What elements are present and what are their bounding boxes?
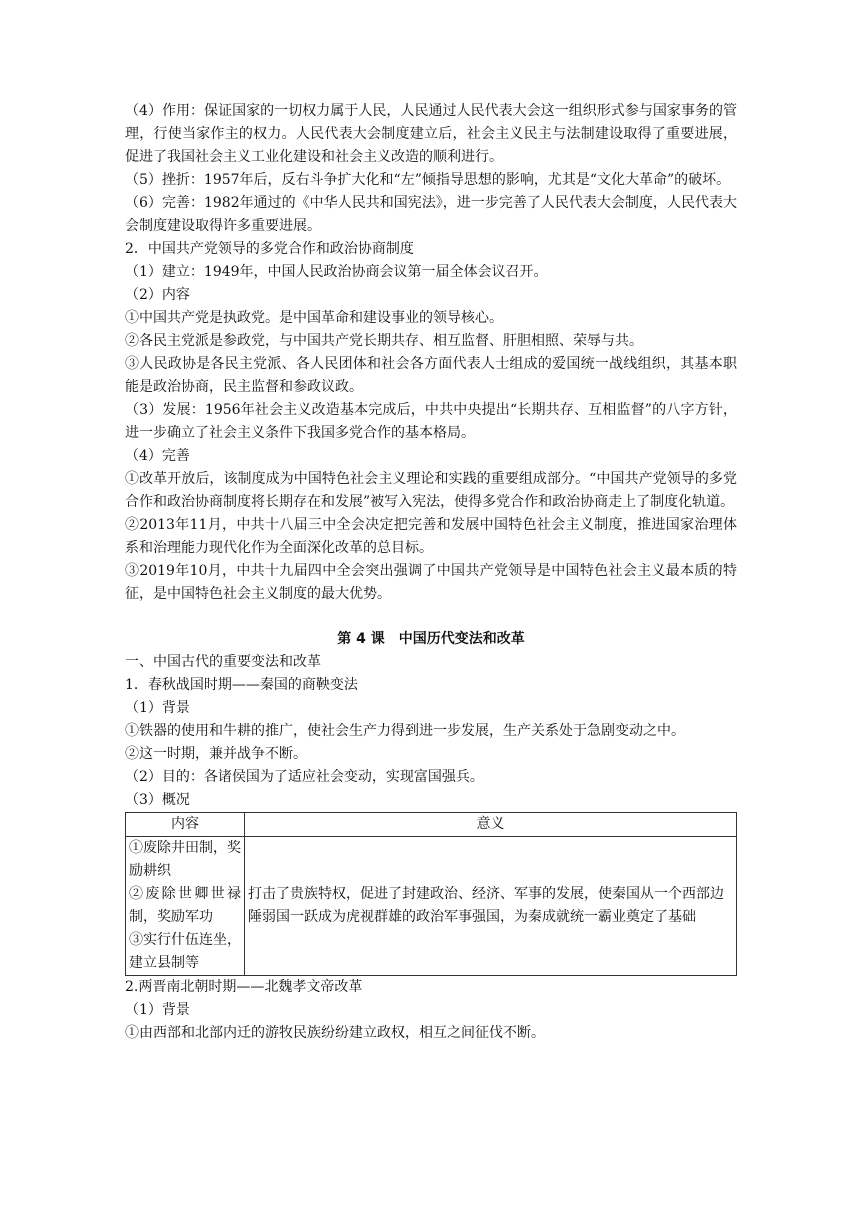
significance-cell: 打击了贵族特权，促进了封建政治、经济、军事的发展，使秦国从一个西部边陲弱国一跃成为虎视群雄的政治军事强国，为秦成就统一霸业奠定了基础 [245, 837, 737, 976]
heading-shang-yang-reform: 1．春秋战国时期——秦国的商鞅变法 [125, 677, 358, 693]
list-item-ruling-party: ①中国共产党是执政党。是中国革命和建设事业的领导核心。 [125, 310, 503, 326]
reform-overview-table [125, 812, 737, 976]
content-item: ①废除井田制，奖励耕织 [129, 840, 241, 879]
subheading-background: （1）背景 [125, 1002, 190, 1018]
list-item-nomadic-regimes: ①由西部和北部内迁的游牧民族纷纷建立政权，相互之间征伐不断。 [125, 1025, 545, 1041]
subheading-content: （2）内容 [125, 287, 190, 303]
list-item-annexation-wars: ②这一时期，兼并战争不断。 [125, 746, 307, 762]
paragraph-improvement: （6）完善：1982年通过的《中华人民共和国宪法》，进一步完善了人民代表大会制度，人民代表大会制度建设取得许多重要进展。 [125, 195, 737, 234]
spacer [125, 606, 737, 628]
subheading-background: （1）背景 [125, 700, 190, 716]
subheading-overview: （3）概况 [125, 792, 190, 808]
heading-ancient-reforms: 一、中国古代的重要变法和改革 [125, 654, 321, 670]
paragraph-establishment: （1）建立：1949年，中国人民政治协商会议第一届全体会议召开。 [125, 264, 548, 280]
list-item-2013: ②2013年11月，中共十八届三中全会决定把完善和发展中国特色社会主义制度，推进国家治理体系和治理能力现代化作为全面深化改革的总目标。 [125, 517, 737, 556]
list-item-cppcc: ③人民政协是各民主党派、各人民团体和社会各方面代表人士组成的爱国统一战线组织，其基本职能是政治协商，民主监督和参政议政。 [125, 356, 737, 395]
paragraph-purpose: （2）目的：各诸侯国为了适应社会变动，实现富国强兵。 [125, 769, 484, 785]
document-page [125, 100, 737, 1045]
content-item: ②废除世卿世禄制，奖励军功 [129, 886, 241, 925]
heading-multiparty-cooperation: 2．中国共产党领导的多党合作和政治协商制度 [125, 241, 414, 257]
heading-xiaowen-reform: 2.两晋南北朝时期——北魏孝文帝改革 [125, 979, 363, 995]
table-header-row [126, 813, 737, 837]
header-content: 内容 [126, 813, 245, 837]
content-cell [126, 837, 245, 976]
subheading-perfection: （4）完善 [125, 448, 190, 464]
list-item-iron-tools: ①铁器的使用和牛耕的推广，使社会生产力得到进一步发展，生产关系处于急剧变动之中。 [125, 723, 685, 739]
header-significance: 意义 [245, 813, 737, 837]
lesson-title: 第 4 课 中国历代变法和改革 [337, 631, 525, 647]
paragraph-development: （3）发展：1956年社会主义改造基本完成后，中共中央提出“长期共存、互相监督”的八字方针，进一步确立了社会主义条件下我国多党合作的基本格局。 [125, 402, 737, 441]
list-item-2019: ③2019年10月，中共十九届四中全会突出强调了中国共产党领导是中国特色社会主义最本质的特征，是中国特色社会主义制度的最大优势。 [125, 563, 737, 602]
list-item-participating-parties: ②各民主党派是参政党，与中国共产党长期共存、相互监督、肝胆相照、荣辱与共。 [125, 333, 643, 349]
paragraph-setbacks: （5）挫折：1957年后，反右斗争扩大化和“左”倾指导思想的影响，尤其是“文化大革命”的破坏。 [125, 172, 731, 188]
content-item: ③实行什伍连坐，建立县制等 [129, 932, 241, 971]
table-row [126, 837, 737, 976]
list-item-reform-opening: ①改革开放后，该制度成为中国特色社会主义理论和实践的重要组成部分。“中国共产党领导的多党合作和政治协商制度将长期存在和发展”被写入宪法，使得多党合作和政治协商走上了制度化轨道。 [125, 471, 737, 510]
paragraph-role-of-npc: （4）作用：保证国家的一切权力属于人民，人民通过人民代表大会这一组织形式参与国家事务的管理，行使当家作主的权力。人民代表大会制度建立后，社会主义民主与法制建设取得了重要进展，促进了我国社会主义工业化建设和社会主义改造的顺利进行。 [125, 103, 737, 165]
